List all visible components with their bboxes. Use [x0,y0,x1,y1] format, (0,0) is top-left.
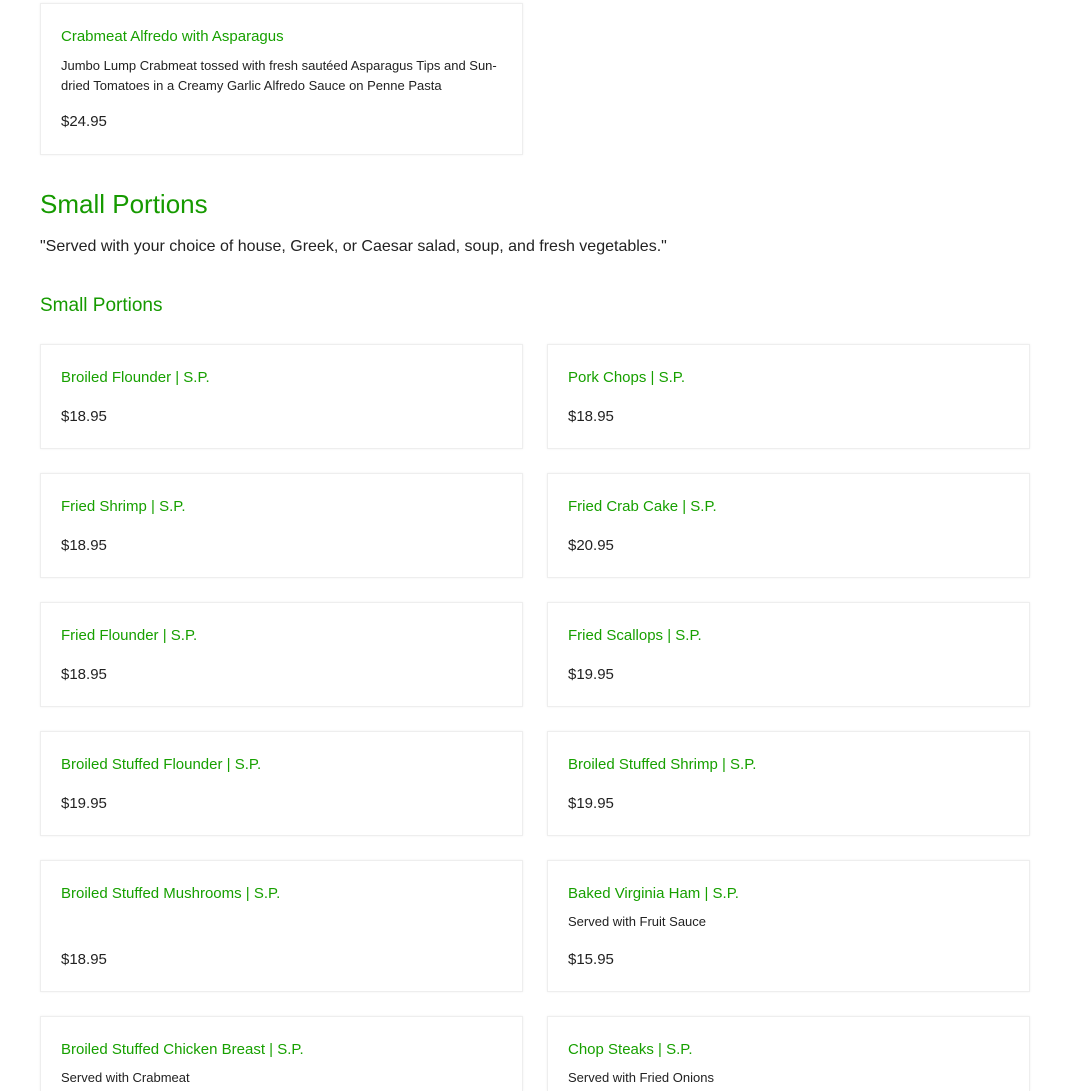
menu-item-name[interactable]: Fried Crab Cake | S.P. [568,498,717,515]
menu-item-price: $15.95 [568,951,614,968]
menu-item-card [547,473,1030,578]
menu-item-price: $24.95 [61,113,107,130]
menu-item-card [40,731,523,836]
menu-item-name[interactable]: Fried Flounder | S.P. [61,627,198,644]
menu-item-card [40,3,523,155]
section-note: "Served with your choice of house, Greek, or Caesar salad, soup, and fresh vegetables." [40,238,667,255]
menu-item-name[interactable]: Pork Chops | S.P. [568,369,686,386]
menu-item-description: Served with Fried Onions [568,1070,714,1085]
menu-item-card [547,731,1030,836]
section-title: Small Portions [40,189,208,219]
menu-item-name[interactable]: Baked Virginia Ham | S.P. [568,885,739,902]
menu-item-price: $18.95 [61,408,107,425]
menu-item-card [40,473,523,578]
menu-item-price: $19.95 [568,795,614,812]
menu-item-description: Served with Crabmeat [61,1070,190,1085]
menu-item-card [40,602,523,707]
menu-item-price: $19.95 [568,666,614,683]
menu-item-name[interactable]: Broiled Stuffed Flounder | S.P. [61,756,262,773]
menu-item-price: $18.95 [61,951,107,968]
menu-item-description: Served with Fruit Sauce [568,914,707,929]
menu-item-card [547,344,1030,449]
menu-item-name[interactable]: Crabmeat Alfredo with Asparagus [61,28,284,45]
menu-item-card [547,602,1030,707]
subsection-title: Small Portions [40,295,163,316]
menu-item-price: $18.95 [61,537,107,554]
menu-item-name[interactable]: Fried Scallops | S.P. [568,627,702,644]
menu-item-card [40,1016,523,1091]
menu-item-price: $18.95 [61,666,107,683]
menu-item-name[interactable]: Broiled Stuffed Chicken Breast | S.P. [61,1041,304,1058]
menu-item-name[interactable]: Chop Steaks | S.P. [568,1041,693,1058]
menu-item-card [40,344,523,449]
menu-item-card [547,860,1030,992]
menu-item-description: Jumbo Lump Crabmeat tossed with fresh sautéed Asparagus Tips and Sun-dried Tomatoes in a Creamy Garlic Alfredo Sauce on Penne Pasta [61,58,497,93]
menu-item-price: $20.95 [568,537,614,554]
menu-item-name[interactable]: Broiled Stuffed Mushrooms | S.P. [61,885,281,902]
menu-item-name[interactable]: Broiled Stuffed Shrimp | S.P. [568,756,757,773]
menu-item-price: $18.95 [568,408,614,425]
menu-item-name[interactable]: Broiled Flounder | S.P. [61,369,210,386]
menu-item-card [40,860,523,992]
menu-item-name[interactable]: Fried Shrimp | S.P. [61,498,186,515]
menu-item-price: $19.95 [61,795,107,812]
menu-item-card [547,1016,1030,1091]
